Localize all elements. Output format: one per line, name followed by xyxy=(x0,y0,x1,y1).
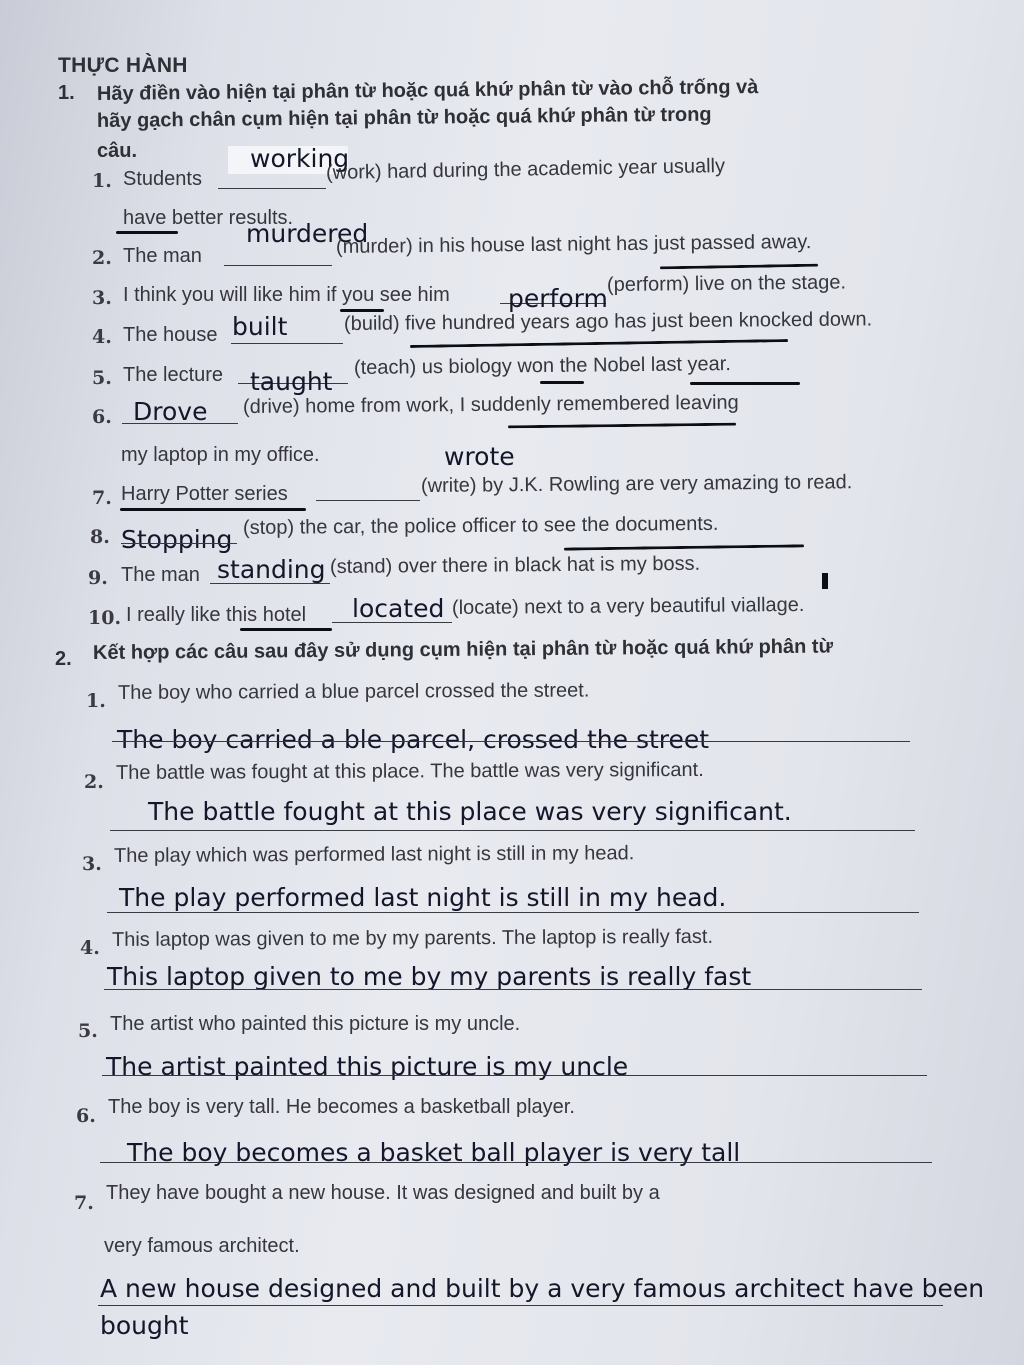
item-prompt: The artist who painted this picture is my uncle. xyxy=(110,1013,521,1035)
item-text-after: (locate) next to a very beautiful viallage. xyxy=(451,593,805,619)
handwritten-answer: Stopping xyxy=(121,525,233,554)
handwritten-answer: murdered xyxy=(246,219,369,248)
item-number: 4. xyxy=(92,326,112,348)
item-number: 1. xyxy=(86,690,106,712)
writing-line xyxy=(102,1075,927,1076)
answer-blank xyxy=(316,500,420,501)
answer-blank xyxy=(224,265,332,266)
item-number: 4. xyxy=(80,937,100,959)
item-text-before: Students xyxy=(123,168,202,190)
item-number: 10. xyxy=(88,607,122,629)
item-text-before: I think you will like him if you see him xyxy=(123,284,450,306)
underline-mark xyxy=(116,231,178,234)
writing-line xyxy=(112,741,910,742)
writing-line xyxy=(110,830,915,831)
item-number: 5. xyxy=(92,367,112,389)
item-number: 5. xyxy=(78,1020,98,1042)
item-text-before: Harry Potter series xyxy=(121,483,288,505)
item-text-before: The lecture xyxy=(123,364,224,386)
item-text-before: The house xyxy=(123,324,218,346)
section1-instruction-line2: hãy gạch chân cụm hiện tại phân từ hoặc quá khứ phân từ trong xyxy=(96,103,712,132)
underline-mark xyxy=(540,381,584,384)
section1-instruction-line3: câu. xyxy=(97,140,138,162)
underline-mark xyxy=(410,339,788,348)
writing-line xyxy=(104,989,922,990)
section2-number: 2. xyxy=(55,648,72,670)
item-number: 6. xyxy=(76,1105,96,1127)
underline-mark xyxy=(564,544,804,550)
writing-line xyxy=(107,912,919,913)
handwritten-answer: The play performed last night is still in my head. xyxy=(119,883,727,912)
handwritten-answer: taught xyxy=(250,367,333,396)
answer-blank xyxy=(218,188,326,189)
handwritten-answer: working xyxy=(250,144,350,173)
answer-blank xyxy=(231,343,343,344)
item-number: 2. xyxy=(92,247,112,269)
item-number: 7. xyxy=(92,487,112,509)
handwritten-answer: standing xyxy=(217,555,326,584)
section1-instruction-line1: Hãy điền vào hiện tại phân từ hoặc quá khứ phân từ vào chỗ trống và xyxy=(96,76,759,105)
item-number: 2. xyxy=(84,771,104,793)
handwritten-answer: This laptop given to me by my parents is really fast xyxy=(107,962,752,991)
item-text-after: (perform) live on the stage. xyxy=(606,271,847,296)
handwritten-answer: The boy becomes a basket ball player is very tall xyxy=(127,1138,741,1167)
section2-instruction: Kết hợp các câu sau đây sử dụng cụm hiện tại phân từ hoặc quá khứ phân từ xyxy=(92,635,834,664)
item-text-after: (write) by J.K. Rowling are very amazing to read. xyxy=(420,471,853,497)
item-text-after: (build) five hundred years ago has just been knocked down. xyxy=(343,308,873,335)
answer-blank xyxy=(121,543,237,544)
writing-line xyxy=(100,1162,932,1163)
item-prompt: The boy who carried a blue parcel crossed the street. xyxy=(117,679,590,704)
item-number: 8. xyxy=(90,526,110,548)
item-text-cont: have better results. xyxy=(123,207,294,229)
handwritten-answer-cont: bought xyxy=(100,1311,189,1340)
item-prompt: The boy is very tall. He becomes a basketball player. xyxy=(108,1096,575,1118)
item-number: 9. xyxy=(88,567,108,589)
writing-line xyxy=(98,1305,943,1306)
handwritten-answer: A new house designed and built by a very famous architect have been xyxy=(100,1274,985,1303)
item-prompt: The play which was performed last night is still in my head. xyxy=(113,842,635,867)
handwritten-answer: The boy carried a ble parcel, crossed the street xyxy=(117,725,710,754)
underline-mark xyxy=(340,309,384,312)
section1-number: 1. xyxy=(58,82,75,104)
underline-mark xyxy=(240,628,332,631)
item-prompt-cont: very famous architect. xyxy=(104,1235,300,1257)
underline-mark xyxy=(660,264,818,270)
handwritten-answer: The artist painted this picture is my uncle xyxy=(106,1052,629,1081)
item-number: 3. xyxy=(82,853,102,875)
underline-mark xyxy=(690,382,800,385)
handwritten-answer: located xyxy=(352,594,445,623)
handwritten-answer: wrote xyxy=(444,442,515,471)
handwritten-answer: The battle fought at this place was very significant. xyxy=(148,797,792,826)
worksheet-title: THỰC HÀNH xyxy=(58,54,188,77)
item-number: 6. xyxy=(92,406,112,428)
item-number: 7. xyxy=(74,1192,94,1214)
item-text-after: (stop) the car, the police officer to see the documents. xyxy=(242,512,719,539)
item-number: 3. xyxy=(92,287,112,309)
item-text-after: (teach) us biology won the Nobel last year. xyxy=(353,353,731,379)
item-text-after: (stand) over there in black hat is my boss. xyxy=(329,552,701,578)
item-prompt: This laptop was given to me by my parents. The laptop is really fast. xyxy=(111,925,714,951)
item-prompt: The battle was fought at this place. The battle was very significant. xyxy=(115,758,704,784)
handwritten-answer: built xyxy=(232,312,288,341)
pen-mark xyxy=(822,573,828,589)
item-text-before: The man xyxy=(121,564,200,586)
item-text-cont: my laptop in my office. xyxy=(121,444,320,466)
handwritten-answer: Drove xyxy=(133,397,208,426)
handwritten-answer: perform xyxy=(508,284,608,313)
item-text-before: The man xyxy=(123,245,202,267)
item-text-after: (murder) in his house last night has just passed away. xyxy=(335,231,812,258)
underline-mark xyxy=(508,423,736,429)
item-text-after: (work) hard during the academic year usually xyxy=(325,155,726,184)
item-prompt: They have bought a new house. It was designed and built by a xyxy=(106,1182,660,1204)
item-number: 1. xyxy=(92,170,112,192)
item-text-before: I really like this hotel xyxy=(126,604,307,626)
underline-mark xyxy=(120,508,306,511)
item-text-after: (drive) home from work, I suddenly remembered leaving xyxy=(242,391,739,418)
